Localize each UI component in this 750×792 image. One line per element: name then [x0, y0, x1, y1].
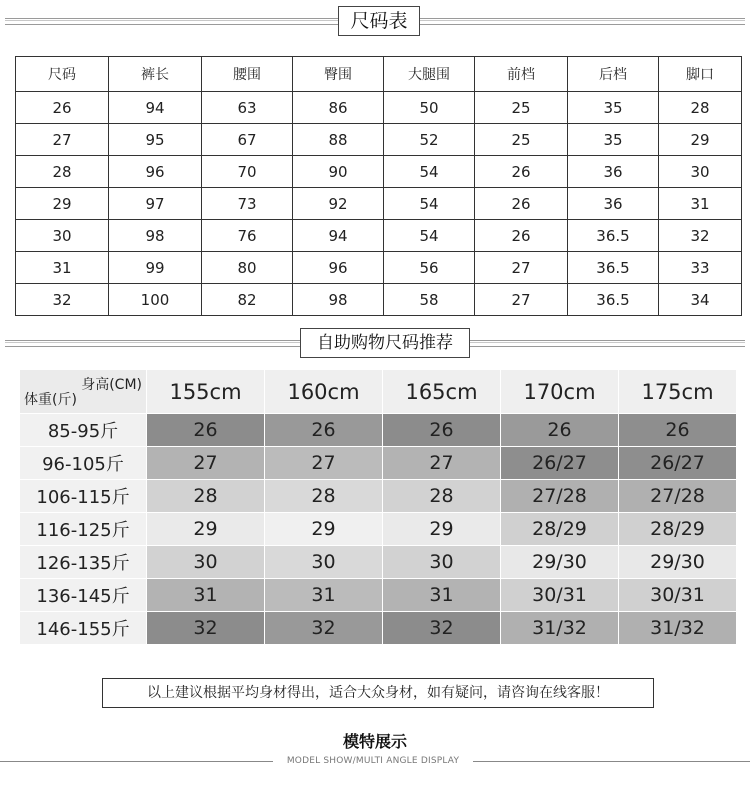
size-chart-cell: 31 — [16, 252, 109, 284]
size-chart-cell: 30 — [16, 220, 109, 252]
size-chart-cell: 25 — [475, 124, 568, 156]
recommended-size-cell: 29/30 — [501, 546, 618, 578]
size-chart-title-band — [0, 6, 750, 36]
size-chart-cell: 30 — [659, 156, 742, 188]
size-chart-cell: 94 — [293, 220, 384, 252]
size-chart-cell: 35 — [568, 92, 659, 124]
recommended-size-cell: 32 — [383, 612, 500, 644]
recommend-corner-cell — [20, 370, 146, 413]
size-chart-cell: 90 — [293, 156, 384, 188]
recommended-size-cell: 26 — [501, 414, 618, 446]
recommended-size-cell: 30/31 — [501, 579, 618, 611]
recommended-size-cell: 26 — [619, 414, 736, 446]
size-chart-cell: 95 — [109, 124, 202, 156]
size-chart-cell: 76 — [202, 220, 293, 252]
model-section-title: 模特展示 — [342, 732, 407, 751]
size-chart-cell: 67 — [202, 124, 293, 156]
size-chart-header-row — [16, 57, 742, 92]
recommended-size-cell: 32 — [265, 612, 382, 644]
size-chart-header-cell: 臀围 — [293, 57, 384, 92]
weight-range-cell: 126-135斤 — [20, 546, 146, 578]
size-chart-row — [16, 124, 742, 156]
recommended-size-cell: 26/27 — [619, 447, 736, 479]
recommended-size-cell: 28 — [383, 480, 500, 512]
weight-range-cell: 116-125斤 — [20, 513, 146, 545]
recommended-size-cell: 31 — [147, 579, 264, 611]
size-chart-cell: 70 — [202, 156, 293, 188]
recommend-row — [20, 513, 737, 545]
size-chart-cell: 58 — [384, 284, 475, 316]
size-chart-header-cell: 腰围 — [202, 57, 293, 92]
recommend-row — [20, 546, 737, 578]
recommend-row — [20, 480, 737, 512]
recommended-size-cell: 31 — [383, 579, 500, 611]
size-chart-cell: 82 — [202, 284, 293, 316]
recommended-size-cell: 29 — [265, 513, 382, 545]
size-chart-header-cell: 大腿围 — [384, 57, 475, 92]
size-chart-cell: 97 — [109, 188, 202, 220]
model-section-subtitle-band — [0, 754, 750, 768]
height-header-cell: 165cm — [383, 370, 500, 413]
size-chart-row — [16, 188, 742, 220]
recommended-size-cell: 28 — [147, 480, 264, 512]
size-chart-header-cell: 尺码 — [16, 57, 109, 92]
size-chart-row — [16, 220, 742, 252]
weight-range-cell: 106-115斤 — [20, 480, 146, 512]
size-chart-cell: 73 — [202, 188, 293, 220]
weight-range-cell: 85-95斤 — [20, 414, 146, 446]
size-chart-cell: 27 — [16, 124, 109, 156]
recommended-size-cell: 26 — [383, 414, 500, 446]
size-chart-row — [16, 284, 742, 316]
size-chart-cell: 36 — [568, 188, 659, 220]
size-chart-row — [16, 252, 742, 284]
recommended-size-cell: 26 — [265, 414, 382, 446]
size-chart-cell: 99 — [109, 252, 202, 284]
recommended-size-cell: 30 — [265, 546, 382, 578]
recommended-size-cell: 30 — [147, 546, 264, 578]
size-chart-cell: 92 — [293, 188, 384, 220]
size-chart-cell: 31 — [659, 188, 742, 220]
size-chart-cell: 36.5 — [568, 284, 659, 316]
recommended-size-cell: 27 — [383, 447, 500, 479]
size-chart-cell: 33 — [659, 252, 742, 284]
size-chart-cell: 52 — [384, 124, 475, 156]
subtitle-left-line — [0, 761, 273, 762]
size-chart-cell: 63 — [202, 92, 293, 124]
size-chart-header-cell: 后档 — [568, 57, 659, 92]
size-chart-header-cell: 前档 — [475, 57, 568, 92]
size-chart-cell: 98 — [293, 284, 384, 316]
recommended-size-cell: 31/32 — [501, 612, 618, 644]
recommended-size-cell: 28/29 — [501, 513, 618, 545]
size-chart-row — [16, 156, 742, 188]
size-chart-cell: 27 — [475, 284, 568, 316]
height-header-cell: 170cm — [501, 370, 618, 413]
size-chart-cell: 28 — [16, 156, 109, 188]
size-chart-cell: 34 — [659, 284, 742, 316]
size-chart-cell: 100 — [109, 284, 202, 316]
size-chart-cell: 56 — [384, 252, 475, 284]
size-chart-cell: 50 — [384, 92, 475, 124]
recommended-size-cell: 27/28 — [619, 480, 736, 512]
weight-range-cell: 96-105斤 — [20, 447, 146, 479]
recommended-size-cell: 27 — [265, 447, 382, 479]
size-chart-cell: 25 — [475, 92, 568, 124]
size-chart-header-cell: 裤长 — [109, 57, 202, 92]
recommend-header-row — [20, 370, 737, 413]
size-chart-cell: 35 — [568, 124, 659, 156]
weight-range-cell: 146-155斤 — [20, 612, 146, 644]
size-chart-cell: 54 — [384, 156, 475, 188]
recommended-size-cell: 32 — [147, 612, 264, 644]
size-chart-cell: 26 — [16, 92, 109, 124]
size-chart-title: 尺码表 — [338, 6, 420, 36]
recommended-size-cell: 29/30 — [619, 546, 736, 578]
size-chart-cell: 80 — [202, 252, 293, 284]
recommended-size-cell: 26/27 — [501, 447, 618, 479]
recommended-size-cell: 27 — [147, 447, 264, 479]
size-chart-cell: 36.5 — [568, 252, 659, 284]
recommended-size-cell: 26 — [147, 414, 264, 446]
height-axis-label: 身高(CM) — [81, 377, 142, 393]
size-chart-table — [15, 56, 742, 316]
recommended-size-cell: 30/31 — [619, 579, 736, 611]
size-chart-cell: 29 — [16, 188, 109, 220]
size-chart-cell: 96 — [109, 156, 202, 188]
size-recommendation-grid — [20, 370, 737, 644]
height-header-cell: 155cm — [147, 370, 264, 413]
recommend-title-band — [0, 328, 750, 358]
height-header-cell: 175cm — [619, 370, 736, 413]
recommend-row — [20, 612, 737, 644]
size-chart-cell: 27 — [475, 252, 568, 284]
size-chart-cell: 54 — [384, 220, 475, 252]
size-chart-cell: 86 — [293, 92, 384, 124]
recommended-size-cell: 31/32 — [619, 612, 736, 644]
height-header-cell: 160cm — [265, 370, 382, 413]
recommended-size-cell: 27/28 — [501, 480, 618, 512]
size-chart-cell: 96 — [293, 252, 384, 284]
size-chart-cell: 32 — [16, 284, 109, 316]
weight-range-cell: 136-145斤 — [20, 579, 146, 611]
recommended-size-cell: 30 — [383, 546, 500, 578]
recommend-row — [20, 414, 737, 446]
recommend-title: 自助购物尺码推荐 — [300, 328, 470, 358]
size-chart-cell: 26 — [475, 188, 568, 220]
recommended-size-cell: 29 — [383, 513, 500, 545]
size-chart-cell: 36.5 — [568, 220, 659, 252]
size-chart-cell: 32 — [659, 220, 742, 252]
recommended-size-cell: 29 — [147, 513, 264, 545]
size-chart-cell: 29 — [659, 124, 742, 156]
size-chart-cell: 36 — [568, 156, 659, 188]
recommended-size-cell: 28/29 — [619, 513, 736, 545]
size-chart-cell: 54 — [384, 188, 475, 220]
model-section-subtitle: MODEL SHOW/MULTI ANGLE DISPLAY — [286, 756, 460, 766]
recommend-row — [20, 579, 737, 611]
weight-axis-label: 体重(斤) — [24, 392, 77, 408]
size-chart-header-cell: 脚口 — [659, 57, 742, 92]
size-chart-row — [16, 92, 742, 124]
size-chart-cell: 88 — [293, 124, 384, 156]
subtitle-right-line — [473, 761, 750, 762]
size-chart-cell: 28 — [659, 92, 742, 124]
recommended-size-cell: 28 — [265, 480, 382, 512]
size-chart-cell: 98 — [109, 220, 202, 252]
size-chart-cell: 26 — [475, 220, 568, 252]
recommend-row — [20, 447, 737, 479]
size-chart-cell: 94 — [109, 92, 202, 124]
fit-advice-note: 以上建议根据平均身材得出，适合大众身材，如有疑问，请咨询在线客服！ — [102, 678, 654, 708]
size-chart-cell: 26 — [475, 156, 568, 188]
recommended-size-cell: 31 — [265, 579, 382, 611]
